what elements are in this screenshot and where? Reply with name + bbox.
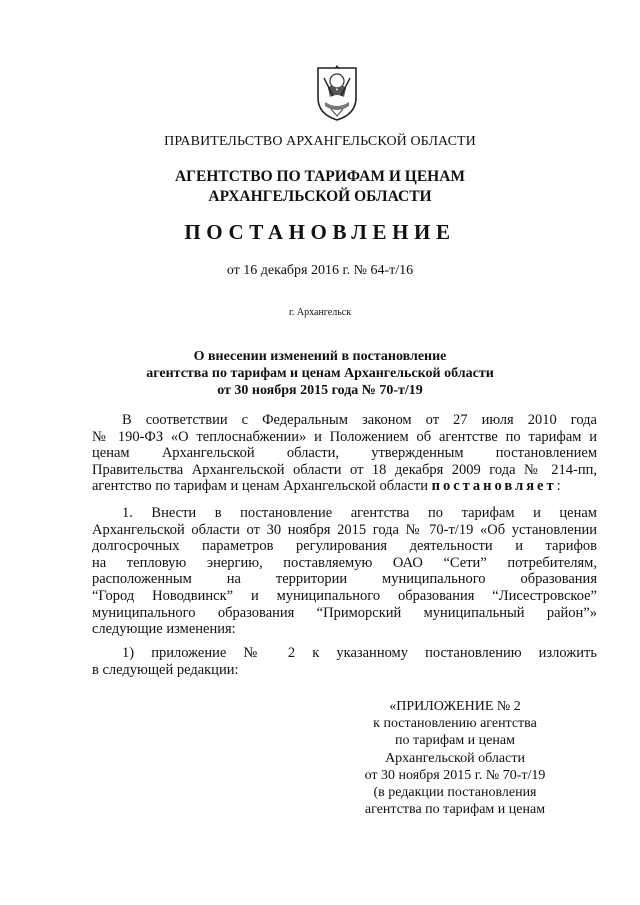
- preamble-agency: агентство по тарифам и ценам Архангельской области: [92, 478, 428, 495]
- item-1-line: расположенным на территории муниципального образования: [92, 571, 597, 588]
- appendix-header: [335, 698, 575, 818]
- appendix-line: агентства по тарифам и ценам: [364, 802, 546, 818]
- subject-line-3: от 30 ноября 2015 года № 70-т/19: [217, 383, 423, 398]
- document-type: ПОСТАНОВЛЕНИЕ: [184, 220, 456, 244]
- item-1-line: следующие изменения:: [92, 621, 236, 638]
- agency-line-2: АРХАНГЕЛЬСКОЙ ОБЛАСТИ: [208, 188, 432, 205]
- subitem-1-line: в следующей редакции:: [92, 661, 239, 678]
- government-header: ПРАВИТЕЛЬСТВО АРХАНГЕЛЬСКОЙ ОБЛАСТИ: [164, 134, 476, 149]
- agency-line-1: АГЕНТСТВО ПО ТАРИФАМ И ЦЕНАМ: [174, 168, 466, 185]
- subject-line-1: О внесении изменений в постановление: [193, 349, 447, 364]
- preamble-line: [92, 478, 597, 495]
- appendix-line: Архангельской области: [385, 750, 525, 766]
- item-1-line: на тепловую энергию, поставляемую ОАО “Сети” потребителям,: [92, 554, 597, 571]
- appendix-line: к постановлению агентства: [373, 716, 537, 732]
- preamble-line: В соответствии с Федеральным законом от 27 июля 2010 года: [122, 412, 597, 428]
- item-1-line: 1. Внести в постановление агентства по тарифам и ценам: [122, 505, 597, 521]
- item-1-line: муниципального образования “Приморский муниципальный район”»: [92, 604, 597, 621]
- appendix-line: «ПРИЛОЖЕНИЕ № 2: [389, 699, 521, 714]
- agency-name: [0, 167, 640, 207]
- document-date-number: от 16 декабря 2016 г. № 64-т/16: [226, 263, 414, 278]
- document-city: г. Архангельск: [288, 307, 352, 318]
- resolves-keyword: постановляет: [431, 478, 557, 495]
- appendix-line: по тарифам и ценам: [395, 733, 515, 749]
- document-subject: [0, 348, 640, 399]
- appendix-line: (в редакции постановления: [373, 785, 537, 801]
- preamble-line: Правительства Архангельской области от 18 декабря 2009 года № 214-пп,: [92, 461, 597, 478]
- preamble-line: № 190-ФЗ «О теплоснабжении» и Положением об агентстве по тарифам и: [92, 428, 597, 445]
- preamble-colon: :: [556, 478, 561, 495]
- item-1-paragraph: [92, 505, 597, 638]
- preamble-line: ценам Архангельской области, утвержденным постановлением: [92, 445, 597, 462]
- subitem-1-paragraph: [92, 645, 597, 678]
- subject-line-2: агентства по тарифам и ценам Архангельской области: [146, 366, 494, 381]
- appendix-line: от 30 ноября 2015 г. № 70-т/19: [364, 767, 546, 783]
- coat-of-arms-icon: [315, 64, 359, 122]
- preamble-paragraph: [92, 412, 597, 495]
- item-1-line: долгосрочных параметров регулирования деятельности и тарифов: [92, 538, 597, 555]
- item-1-line: “Город Новодвинск” и муниципального образования “Лисестровское”: [92, 587, 597, 604]
- subitem-1-line: 1) приложение № 2 к указанному постановлению изложить: [122, 645, 597, 661]
- item-1-line: Архангельской области от 30 ноября 2015 года № 70-т/19 «Об установлении: [92, 521, 597, 538]
